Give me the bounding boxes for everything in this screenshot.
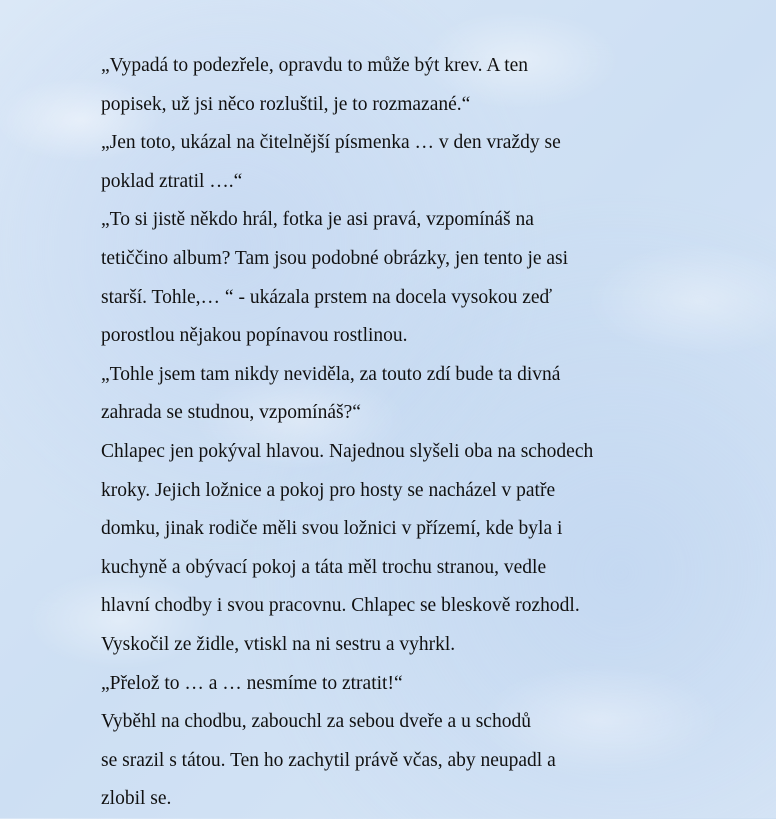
text-line-14: kuchyně a obývací pokoj a táta měl trochu stranou, vedle bbox=[101, 556, 547, 578]
text-line-2: popisek, už jsi něco rozluštil, je to rozmazané.“ bbox=[101, 93, 471, 115]
text-line-15: hlavní chodby i svou pracovnu. Chlapec se bleskově rozhodl. bbox=[101, 595, 580, 617]
text-line-5: „To si jistě někdo hrál, fotka je asi pravá, vzpomínáš na bbox=[101, 209, 534, 231]
text-line-1: „Vypadá to podezřele, opravdu to může být krev. A ten bbox=[101, 55, 529, 76]
text-line-19: se srazil s tátou. Ten ho zachytil právě včas, aby neupadl a bbox=[101, 749, 556, 771]
text-line-6: tetiččino album? Tam jsou podobné obrázky, jen tento je asi bbox=[101, 247, 569, 269]
text-line-4: poklad ztratil ….“ bbox=[101, 170, 243, 192]
text-line-8: porostlou nějakou popínavou rostlinou. bbox=[101, 325, 408, 347]
text-line-13: domku, jinak rodiče měli svou ložnici v přízemí, kde byla i bbox=[101, 518, 563, 540]
text-line-9: „Tohle jsem tam nikdy neviděla, za touto zdí bude ta divná bbox=[101, 363, 561, 385]
story-text bbox=[101, 47, 761, 819]
text-line-11: Chlapec jen pokýval hlavou. Najednou slyšeli oba na schodech bbox=[101, 440, 594, 462]
text-line-16: Vyskočil ze židle, vtiskl na ni sestru a vyhrkl. bbox=[101, 633, 456, 655]
text-line-10: zahrada se studnou, vzpomínáš?“ bbox=[101, 402, 361, 424]
text-line-12: kroky. Jejich ložnice a pokoj pro hosty se nacházel v patře bbox=[101, 479, 556, 501]
text-line-17: „Přelož to … a … nesmíme to ztratit!“ bbox=[101, 672, 403, 694]
text-line-18: Vyběhl na chodbu, zabouchl za sebou dveře a u schodů bbox=[101, 711, 531, 733]
text-line-3: „Jen toto, ukázal na čitelnější písmenka … v den vraždy se bbox=[101, 132, 561, 154]
text-line-7: starší. Tohle,… “ - ukázala prstem na docela vysokou zeď bbox=[101, 286, 553, 308]
text-line-20: zlobil se. bbox=[101, 788, 172, 810]
